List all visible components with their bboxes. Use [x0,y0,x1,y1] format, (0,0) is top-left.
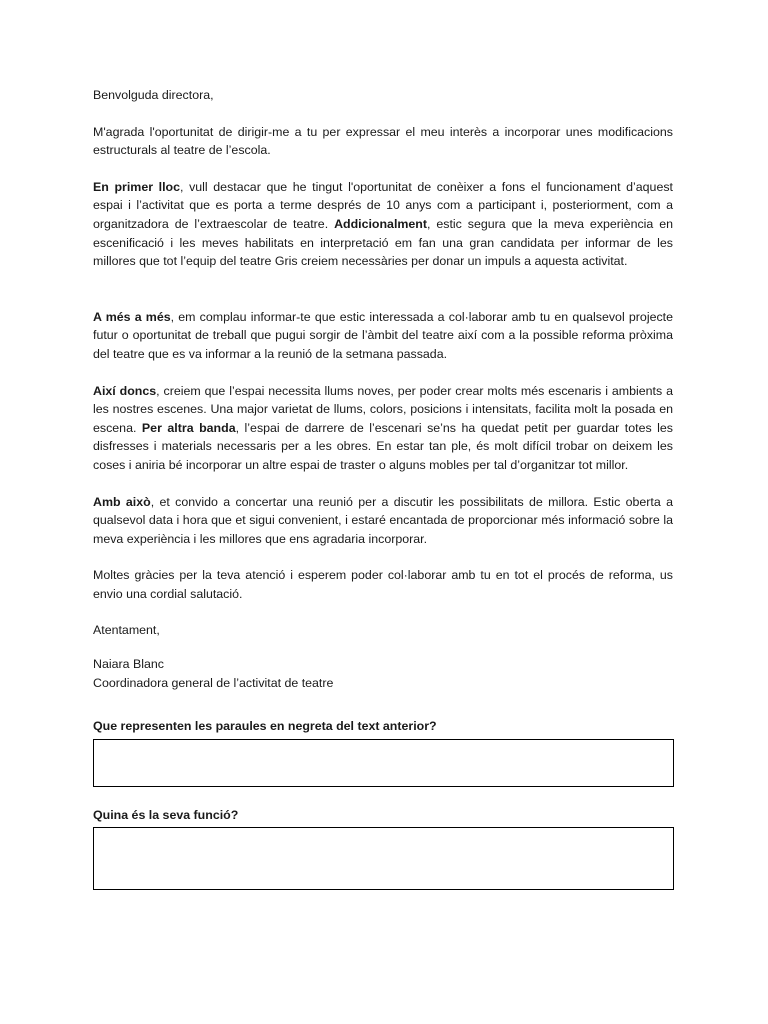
paragraph-1-text-a: , vull destacar que he tingut l'oportunitat de conèixer a fons el funcionament d’aquest espai i l’activitat que es porta a terme després de 10 anys com a participant i, posteriorment, com a organitzadora de l’extraescolar de teatre. [93,179,673,231]
paragraph-1-text-b: , estic segura que la meva experiència en escenificació i les meves habilitats en interpretació em fan una gran candidata per informar de les millores que tot l’equip del teatre Gris creiem necessàries per donar un impuls a aquesta activitat. [93,216,674,269]
answer-box-1[interactable] [93,739,674,787]
salutation: Benvolguda directora, [93,88,214,102]
connector-per-altra-banda: Per altra banda [141,420,236,435]
signature-role: Coordinadora general de l’activitat de teatre [93,675,334,690]
closing: Atentament, [93,623,160,638]
letter-page [93,86,673,890]
answer-box-2[interactable] [93,827,674,890]
question-1-label: Que representen les paraules en negreta del text anterior? [93,719,437,734]
signature-name: Naiara Blanc [93,657,164,672]
question-2-label: Quina és la seva funció? [93,807,239,822]
connector-a-mes-a-mes: A més a més [93,309,171,324]
connector-addicionalment: Addicionalment [334,216,427,231]
connector-aixi-doncs: Així doncs [93,383,157,398]
intro-paragraph: M'agrada l'oportunitat de dirigir-me a tu per expressar el meu interès a incorporar unes modificacions estructurals al teatre de l’escola. [93,124,673,158]
thanks-paragraph: Moltes gràcies per la teva atenció i esperem poder col·laborar amb tu en tot el procés de reforma, us envio una cordial salutació. [93,568,673,601]
paragraph-4 [93,493,673,549]
paragraph-1 [93,178,673,271]
paragraph-2 [93,308,673,364]
connector-en-primer-lloc: En primer lloc [93,179,180,194]
connector-amb-aixo: Amb això [93,494,151,509]
paragraph-3-text-a: , creiem que l’espai necessita llums noves, per poder crear molts més escenaris i ambients a les nostres escenes. Una major varietat de llums, colors, posicions i intensitats, facilita molt la posada en escena. [93,383,673,435]
paragraph-4-text: , et convido a concertar una reunió per a discutir les possibilitats de millora. Estic oberta a qualsevol data i hora que et sigui convenient, i estaré encantada de proporcionar més informació sobre la meva experiència i les millores que ens agradaria incorporar. [93,494,673,546]
paragraph-3 [93,382,673,475]
paragraph-2-text: , em complau informar-te que estic interessada a col·laborar amb tu en qualsevol projecte futur o oportunitat de treball que pugui sorgir de l’àmbit del teatre així com a la possible reforma pròxima del teatre que es va informar a la reunió de la setmana passada. [93,309,673,361]
paragraph-3-text-b: , l’espai de darrere de l’escenari se’ns ha quedat petit per guardar totes les disfresses i materials necessaris per a les obres. En estar tan ple, és molt difícil trobar on deixem les coses i aniria bé incorporar un altre espai de traster o alguns mobles per tal d’organitzar tot millor. [93,420,674,472]
